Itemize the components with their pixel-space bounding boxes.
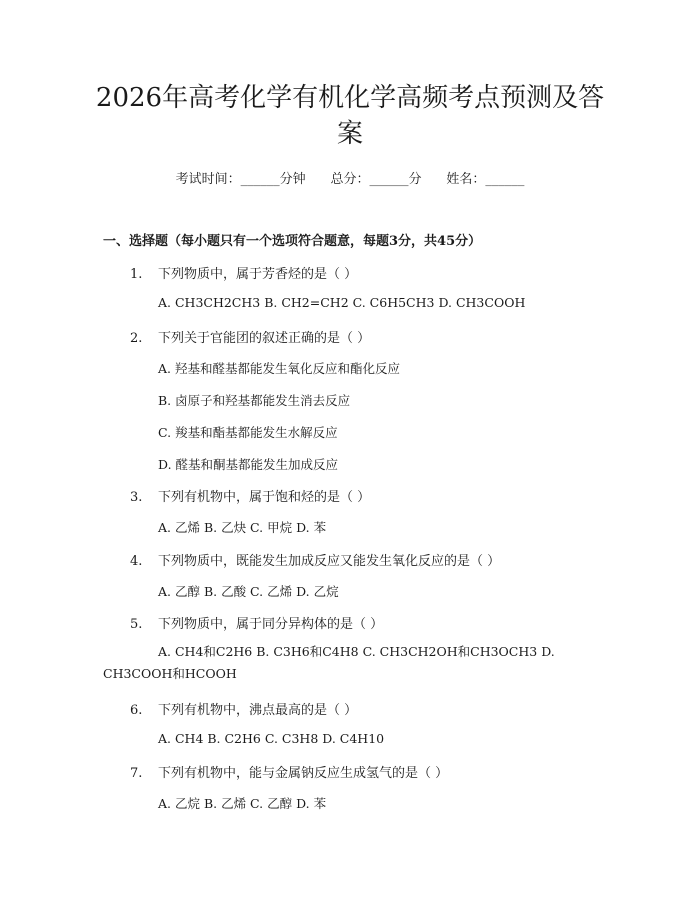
- question-text: 下列有机物中，属于饱和烃的是（ ）: [158, 490, 371, 505]
- question-1: [130, 263, 357, 282]
- question-2-option-c: C. 羧基和酯基都能发生水解反应: [158, 425, 338, 440]
- question-4: [130, 550, 500, 569]
- question-1-options: A. CH3CH2CH3 B. CH2=CH2 C. C6H5CH3 D. CH3COOH: [158, 295, 526, 310]
- time-blank: ______: [240, 172, 280, 187]
- question-5-options: A. CH4和C2H6 B. C3H6和C4H8 C. CH3CH2OH和CH3OCH3 D. CH3COOH和HCOOH: [103, 644, 555, 681]
- question-text: 下列有机物中，能与金属钠反应生成氢气的是（ ）: [158, 766, 449, 781]
- section-heading: 一、选择题（每小题只有一个选项符合题意，每题3分，共45分）: [103, 234, 482, 249]
- question-text: 下列物质中，属于同分异构体的是（ ）: [158, 617, 384, 632]
- question-3-options: A. 乙烯 B. 乙炔 C. 甲烷 D. 苯: [158, 520, 327, 535]
- name-blank: ______: [485, 172, 525, 187]
- question-2: [130, 327, 370, 346]
- exam-meta: [0, 168, 700, 187]
- score-unit: 分: [408, 172, 422, 187]
- question-4-options: A. 乙醇 B. 乙酸 C. 乙烯 D. 乙烷: [158, 584, 339, 599]
- question-number: 1.: [130, 267, 143, 282]
- score-blank: ______: [369, 172, 409, 187]
- question-number: 7.: [130, 766, 143, 781]
- question-number: 6.: [130, 703, 143, 718]
- question-text: 下列物质中，既能发生加成反应又能发生氧化反应的是（ ）: [158, 554, 501, 569]
- question-5: [130, 613, 383, 632]
- time-unit: 分钟: [279, 172, 306, 187]
- question-2-option-b: B. 卤原子和羟基都能发生消去反应: [158, 393, 351, 408]
- question-2-option-a: A. 羟基和醛基都能发生氧化反应和酯化反应: [158, 361, 400, 376]
- question-2-option-d: D. 醛基和酮基都能发生加成反应: [158, 457, 339, 472]
- name-label: 姓名：: [446, 172, 486, 187]
- question-6: [130, 699, 357, 718]
- score-label: 总分：: [330, 172, 370, 187]
- page-title: 2026年高考化学有机化学高频考点预测及答案: [95, 83, 605, 149]
- question-3: [130, 486, 370, 505]
- question-6-options: A. CH4 B. C2H6 C. C3H8 D. C4H10: [158, 731, 385, 746]
- question-number: 4.: [130, 554, 143, 569]
- time-label: 考试时间：: [175, 172, 241, 187]
- question-number: 5.: [130, 617, 143, 632]
- question-text: 下列有机物中，沸点最高的是（ ）: [158, 703, 358, 718]
- question-7: [130, 762, 448, 781]
- question-7-options: A. 乙烷 B. 乙烯 C. 乙醇 D. 苯: [158, 796, 327, 811]
- question-number: 3.: [130, 490, 143, 505]
- question-text: 下列物质中，属于芳香烃的是（ ）: [158, 267, 358, 282]
- question-number: 2.: [130, 331, 143, 346]
- question-text: 下列关于官能团的叙述正确的是（ ）: [158, 331, 371, 346]
